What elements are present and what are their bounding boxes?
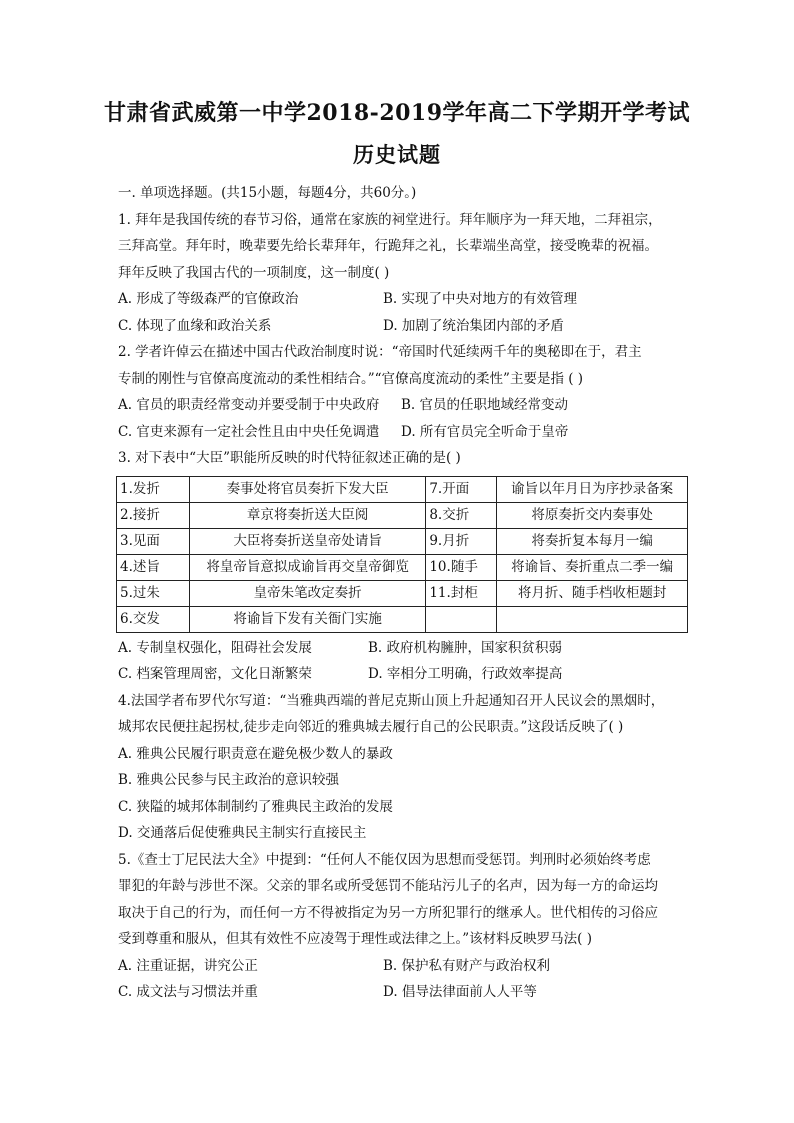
q1-line: 1. 拜年是我国传统的春节习俗，通常在家族的祠堂进行。拜年顺序为一拜天地，二拜祖宗， <box>118 211 662 228</box>
table-cell: 4.述旨 <box>117 554 190 580</box>
table-cell: 奏事处将官员奏折下发大臣 <box>190 476 426 502</box>
q3-option-d: D. 宰相分工明确，行政效率提高 <box>368 666 563 682</box>
table-cell: 7.开面 <box>426 476 497 502</box>
q1-options-row <box>118 313 688 340</box>
q1-option-b: B. 实现了中央对地方的有效管理 <box>383 291 578 307</box>
exam-subject: 历史试题 <box>353 142 441 167</box>
q5-options-row <box>118 979 688 1006</box>
q5-option-a: A. 注重证据，讲究公正 <box>118 957 258 974</box>
exam-content <box>118 180 688 1006</box>
q1-line: 拜年反映了我国古代的一项制度，这一制度( ) <box>118 264 390 281</box>
q1-line: 三拜高堂。拜年时，晚辈要先给长辈拜年，行跪拜之礼，长辈端坐高堂，接受晚辈的祝福。 <box>118 238 658 254</box>
q2-options-row <box>118 392 688 419</box>
q2-option-d: D. 所有官员完全听命于皇帝 <box>401 423 569 440</box>
table-cell: 将谕旨下发有关衙门实施 <box>190 606 426 632</box>
q4-line: 4.法国学者布罗代尔写道：“当雅典西端的普尼克斯山顶上升起通知召开人民议会的黑烟时， <box>118 692 665 709</box>
table-cell: 将谕旨、奏折重点二季一编 <box>497 554 688 580</box>
q1-option-d: D. 加剧了统治集团内部的矛盾 <box>383 317 564 334</box>
section-heading: 一. 单项选择题。(共15小题，每题4分，共60分。) <box>118 185 417 201</box>
q3-option-b: B. 政府机构臃肿，国家积贫积弱 <box>368 639 563 656</box>
table-cell: 皇帝朱笔改定奏折 <box>190 580 426 606</box>
exam-title: 甘肃省武威第一中学2018-2019学年高二下学期开学考试 <box>103 100 691 126</box>
q5-line: 罪犯的年龄与涉世不深。父亲的罪名或所受惩罚不能玷污儿子的名声，因为每一方的命运均 <box>118 878 658 894</box>
q4-option-d: D. 交通落后促使雅典民主制实行直接民主 <box>118 825 367 841</box>
table-cell: 2.接折 <box>117 502 190 528</box>
q3-stem: 3. 对下表中“大臣”职能所反映的时代特征叙述正确的是( ) <box>118 450 461 466</box>
table-row <box>117 502 688 528</box>
table-cell: 章京将奏折送大臣阅 <box>190 502 426 528</box>
q2-options-row <box>118 419 688 446</box>
q5-line: 受到尊重和服从，但其有效性不应凌驾于理性或法律之上。”该材料反映罗马法( ) <box>118 931 592 947</box>
q2-line: 专制的刚性与官僚高度流动的柔性相结合。”“官僚高度流动的柔性”主要是指 ( ) <box>118 370 584 387</box>
q5-option-c: C. 成文法与习惯法并重 <box>118 984 258 1000</box>
q5-line: 5.《查士丁尼民法大全》中提到：“任何人不能仅因为思想而受惩罚。判刑时必须始终考虑 <box>118 851 651 868</box>
q4-line: 城邦农民便拄起拐杖,徒步走向邻近的雅典城去履行自己的公民职责。”这段话反映了( ) <box>118 719 624 735</box>
table-row <box>117 554 688 580</box>
q4-option-a: A. 雅典公民履行职责意在避免极少数人的暴政 <box>118 745 393 762</box>
q5-line: 取决于自己的行为，而任何一方不得被指定为另一方所犯罪行的继承人。世代相传的习俗应 <box>118 904 658 921</box>
q1-option-a: A. 形成了等级森严的官僚政治 <box>118 291 299 307</box>
table-cell: 11.封柜 <box>426 580 497 606</box>
q4-option-b: B. 雅典公民参与民主政治的意识较强 <box>118 772 340 788</box>
table-cell: 将皇帝旨意拟成谕旨再交皇帝御览 <box>190 554 426 580</box>
q2-line: 2. 学者许倬云在描述中国古代政治制度时说：“帝国时代延续两千年的奥秘即在于，君主 <box>118 344 642 360</box>
table-row <box>117 528 688 554</box>
table-cell: 将月折、随手档收柜题封 <box>497 580 688 606</box>
q5-option-d: D. 倡导法律面前人人平等 <box>383 984 537 1000</box>
table-cell: 将奏折复本每月一编 <box>497 528 688 554</box>
table-cell: 10.随手 <box>426 554 497 580</box>
table-cell: 9.月折 <box>426 528 497 554</box>
table-cell: 1.发折 <box>117 476 190 502</box>
table-row <box>117 606 688 632</box>
table-cell: 大臣将奏折送皇帝处请旨 <box>190 528 426 554</box>
q3-options-row <box>118 635 688 662</box>
table-cell: 将原奏折交内奏事处 <box>497 502 688 528</box>
table-row <box>117 580 688 606</box>
q4-option-c: C. 狭隘的城邦体制制约了雅典民主政治的发展 <box>118 798 393 815</box>
table-row <box>117 476 688 502</box>
table-cell: 6.交发 <box>117 606 190 632</box>
table-cell: 谕旨以年月日为序抄录备案 <box>497 476 688 502</box>
q1-option-c: C. 体现了血缘和政治关系 <box>118 317 272 334</box>
q3-option-a: A. 专制皇权强化，阻碍社会发展 <box>118 639 312 656</box>
q1-options-row <box>118 286 688 313</box>
q5-options-row <box>118 953 688 980</box>
q3-option-c: C. 档案管理周密，文化日渐繁荣 <box>118 666 312 682</box>
table-cell: 5.过朱 <box>117 580 190 606</box>
table-cell <box>497 606 688 632</box>
q5-option-b: B. 保护私有财产与政治权利 <box>383 957 551 974</box>
table-cell: 8.交折 <box>426 502 497 528</box>
q2-option-c: C. 官吏来源有一定社会性且由中央任免调遣 <box>118 423 380 440</box>
q3-table <box>116 476 688 633</box>
q3-options-row <box>118 661 688 688</box>
q2-option-b: B. 官员的任职地域经常变动 <box>401 397 569 413</box>
table-cell: 3.见面 <box>117 528 190 554</box>
q2-option-a: A. 官员的职责经常变动并要受制于中央政府 <box>118 397 380 413</box>
table-cell <box>426 606 497 632</box>
